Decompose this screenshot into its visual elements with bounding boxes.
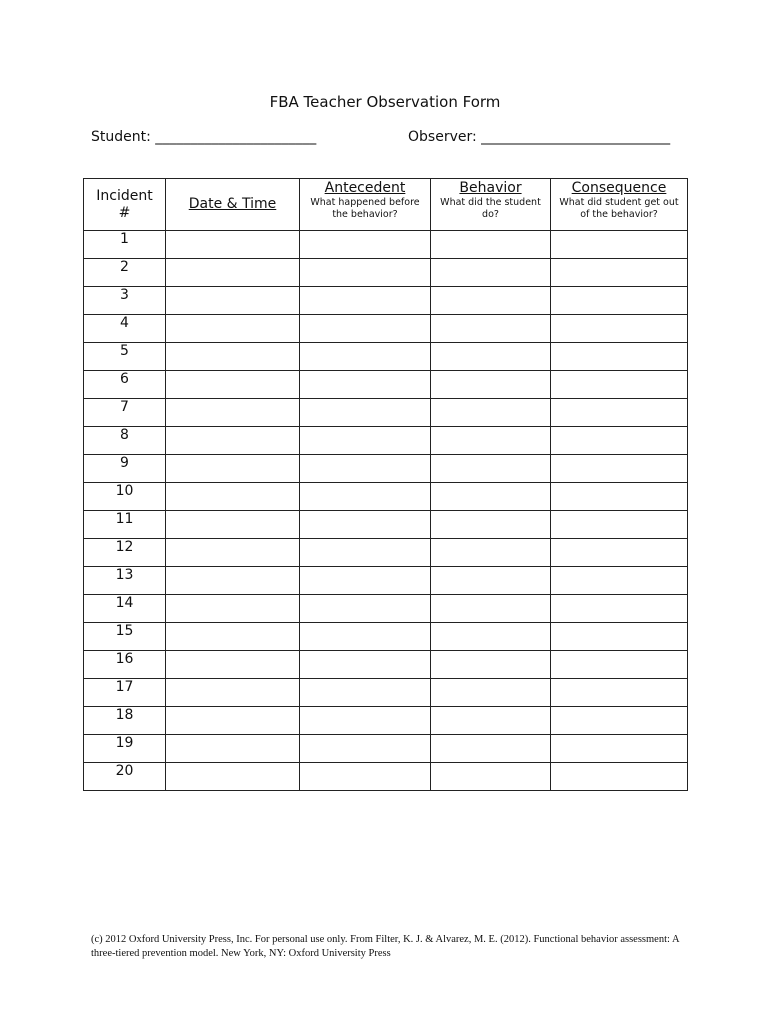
consequence-cell[interactable] [551,595,688,623]
consequence-cell[interactable] [551,511,688,539]
incident-number-cell: 17 [84,679,166,707]
datetime-cell[interactable] [166,567,300,595]
table-row [84,231,688,259]
table-row [84,511,688,539]
consequence-cell[interactable] [551,707,688,735]
consequence-cell[interactable] [551,231,688,259]
datetime-cell[interactable] [166,287,300,315]
antecedent-cell[interactable] [300,623,431,651]
antecedent-cell[interactable] [300,707,431,735]
incident-header [84,179,166,231]
datetime-cell[interactable] [166,511,300,539]
consequence-cell[interactable] [551,259,688,287]
consequence-cell[interactable] [551,651,688,679]
datetime-header [166,179,300,231]
incident-number-cell: 6 [84,371,166,399]
behavior-header-label: Behavior [459,180,522,196]
table-row [84,651,688,679]
datetime-cell[interactable] [166,595,300,623]
incident-number-cell: 15 [84,623,166,651]
table-row [84,679,688,707]
datetime-cell[interactable] [166,763,300,791]
consequence-cell[interactable] [551,763,688,791]
table-row [84,539,688,567]
behavior-header [431,179,551,231]
antecedent-cell[interactable] [300,455,431,483]
behavior-cell[interactable] [431,483,551,511]
incident-header-symbol: # [118,204,131,221]
datetime-cell[interactable] [166,483,300,511]
behavior-cell[interactable] [431,623,551,651]
incident-number-cell: 18 [84,707,166,735]
behavior-cell[interactable] [431,567,551,595]
antecedent-cell[interactable] [300,539,431,567]
table-row [84,595,688,623]
consequence-cell[interactable] [551,539,688,567]
datetime-cell[interactable] [166,539,300,567]
table-row [84,371,688,399]
table-row [84,707,688,735]
behavior-cell[interactable] [431,651,551,679]
incident-number-cell: 1 [84,231,166,259]
table-row [84,623,688,651]
consequence-cell[interactable] [551,399,688,427]
datetime-cell[interactable] [166,427,300,455]
table-row [84,483,688,511]
incident-number-cell: 2 [84,259,166,287]
consequence-cell[interactable] [551,623,688,651]
consequence-cell[interactable] [551,679,688,707]
consequence-header [551,179,688,231]
consequence-cell[interactable] [551,315,688,343]
incident-number-cell: 12 [84,539,166,567]
behavior-cell[interactable] [431,707,551,735]
incident-number-cell: 9 [84,455,166,483]
datetime-cell[interactable] [166,707,300,735]
behavior-cell[interactable] [431,315,551,343]
incident-number-cell: 19 [84,735,166,763]
antecedent-cell[interactable] [300,567,431,595]
incident-number-cell: 8 [84,427,166,455]
consequence-cell[interactable] [551,567,688,595]
behavior-cell[interactable] [431,343,551,371]
incident-number-cell: 4 [84,315,166,343]
datetime-cell[interactable] [166,371,300,399]
observer-field[interactable]: Observer: ___________________________ [408,129,671,145]
table-row [84,763,688,791]
behavior-cell[interactable] [431,455,551,483]
antecedent-cell[interactable] [300,231,431,259]
datetime-cell[interactable] [166,679,300,707]
form-title: FBA Teacher Observation Form [269,93,501,111]
consequence-cell[interactable] [551,343,688,371]
table-row [84,343,688,371]
behavior-cell[interactable] [431,231,551,259]
consequence-cell[interactable] [551,287,688,315]
consequence-header-label: Consequence [571,180,667,196]
incident-number-cell: 11 [84,511,166,539]
table-row [84,287,688,315]
header-row [84,179,688,231]
datetime-cell[interactable] [166,455,300,483]
table-row [84,399,688,427]
datetime-cell[interactable] [166,231,300,259]
table-row [84,315,688,343]
table-row [84,735,688,763]
antecedent-cell[interactable] [300,371,431,399]
behavior-cell[interactable] [431,399,551,427]
antecedent-header-label: Antecedent [324,180,406,196]
incident-number-cell: 3 [84,287,166,315]
datetime-cell[interactable] [166,735,300,763]
consequence-cell[interactable] [551,427,688,455]
consequence-cell[interactable] [551,483,688,511]
incident-number-cell: 5 [84,343,166,371]
behavior-cell[interactable] [431,679,551,707]
antecedent-cell[interactable] [300,399,431,427]
consequence-header-subtext: What did student get out of the behavior? [559,197,679,220]
antecedent-cell[interactable] [300,511,431,539]
consequence-cell[interactable] [551,735,688,763]
antecedent-cell[interactable] [300,735,431,763]
behavior-cell[interactable] [431,371,551,399]
behavior-cell[interactable] [431,427,551,455]
datetime-cell[interactable] [166,399,300,427]
incident-number-cell: 10 [84,483,166,511]
antecedent-cell[interactable] [300,343,431,371]
datetime-header-label: Date & Time [188,196,277,212]
incident-header-label: Incident [96,187,153,204]
incident-number-cell: 20 [84,763,166,791]
antecedent-cell[interactable] [300,483,431,511]
incident-number-cell: 7 [84,399,166,427]
behavior-header-subtext: What did the student do? [440,197,541,220]
behavior-cell[interactable] [431,287,551,315]
antecedent-cell[interactable] [300,763,431,791]
antecedent-header-subtext: What happened before the behavior? [310,197,420,220]
observation-table [83,178,688,791]
antecedent-cell[interactable] [300,427,431,455]
behavior-cell[interactable] [431,539,551,567]
table-row [84,259,688,287]
student-field[interactable]: Student: _______________________ [91,129,317,145]
incident-number-cell: 16 [84,651,166,679]
datetime-cell[interactable] [166,343,300,371]
antecedent-header [300,179,431,231]
behavior-cell[interactable] [431,763,551,791]
table-row [84,455,688,483]
datetime-cell[interactable] [166,315,300,343]
behavior-cell[interactable] [431,259,551,287]
datetime-cell[interactable] [166,259,300,287]
citation-footer: (c) 2012 Oxford University Press, Inc. For personal use only. From Filter, K. J. & Alvarez, M. E. (2012). Functional behavior assessment: A three-tiered prevention model. New York, NY: Oxford University Press [91,934,679,959]
incident-number-cell: 14 [84,595,166,623]
behavior-cell[interactable] [431,511,551,539]
antecedent-cell[interactable] [300,679,431,707]
behavior-cell[interactable] [431,595,551,623]
behavior-cell[interactable] [431,735,551,763]
incident-number-cell: 13 [84,567,166,595]
table-row [84,567,688,595]
antecedent-cell[interactable] [300,287,431,315]
consequence-cell[interactable] [551,371,688,399]
antecedent-cell[interactable] [300,315,431,343]
datetime-cell[interactable] [166,623,300,651]
consequence-cell[interactable] [551,455,688,483]
antecedent-cell[interactable] [300,259,431,287]
datetime-cell[interactable] [166,651,300,679]
table-row [84,427,688,455]
antecedent-cell[interactable] [300,651,431,679]
antecedent-cell[interactable] [300,595,431,623]
